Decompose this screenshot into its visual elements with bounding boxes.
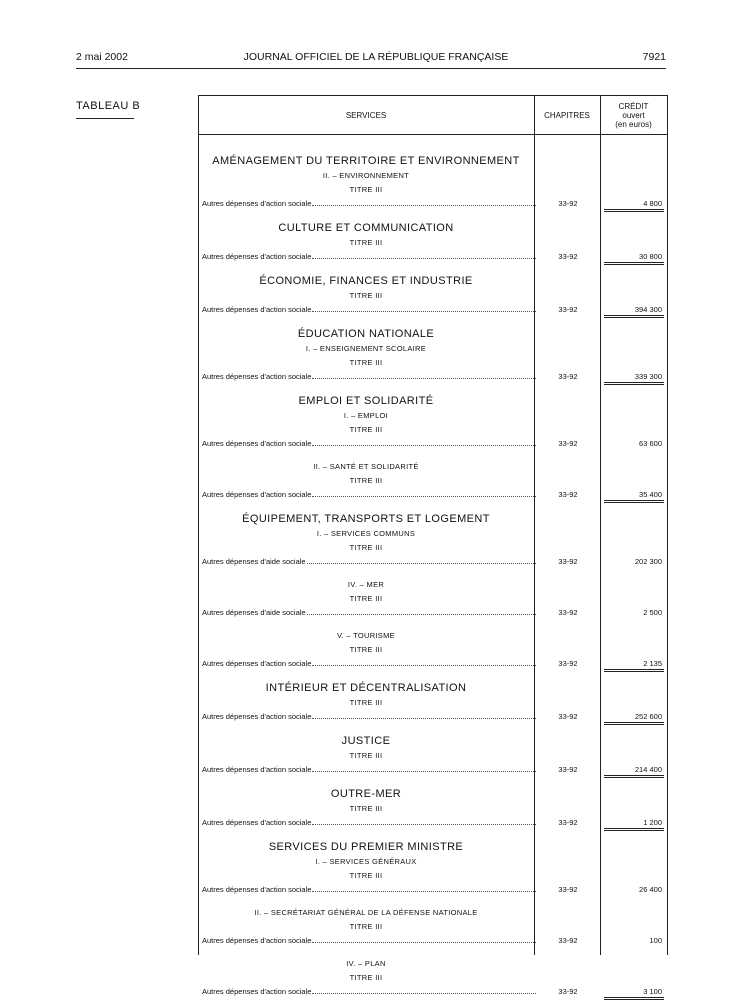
table-row (202, 818, 536, 827)
titre-label: TITRE III (349, 973, 383, 982)
section-subtitle: IV. – PLAN (346, 959, 386, 968)
section-title: ÉCONOMIE, FINANCES ET INDUSTRIE (259, 275, 473, 287)
row-amount: 26 400 (639, 885, 662, 894)
dot-leader (312, 941, 536, 943)
row-label: Autres dépenses d'aide sociale (202, 557, 306, 566)
table-header-rule (198, 134, 668, 135)
section-title: SERVICES DU PREMIER MINISTRE (268, 841, 464, 853)
row-label: Autres dépenses d'action sociale (202, 305, 312, 314)
table-row (202, 490, 536, 499)
total-rule (604, 669, 664, 670)
table-row (202, 439, 536, 448)
total-rule (604, 724, 664, 725)
dot-leader (312, 770, 536, 772)
total-rule (604, 830, 664, 831)
dot-leader (312, 377, 536, 379)
table-row (202, 987, 536, 996)
table-top-border (198, 95, 668, 96)
titre-label: TITRE III (349, 594, 383, 603)
row-chapitre: 33-92 (558, 987, 578, 996)
row-chapitre: 33-92 (558, 818, 578, 827)
header-journal-title: JOURNAL OFFICIEL DE LA RÉPUBLIQUE FRANÇAISE (243, 51, 509, 63)
total-rule (604, 262, 664, 263)
row-amount: 1 200 (643, 818, 662, 827)
header-date: 2 mai 2002 (76, 51, 128, 63)
total-rule (604, 382, 664, 383)
section-subtitle: II. – SANTÉ ET SOLIDARITÉ (313, 462, 419, 471)
section-title: ÉQUIPEMENT, TRANSPORTS ET LOGEMENT (242, 513, 490, 525)
row-amount: 2 135 (643, 659, 662, 668)
column-header-services: SERVICES (345, 111, 387, 120)
row-label: Autres dépenses d'aide sociale (202, 608, 306, 617)
total-rule (604, 775, 664, 776)
row-label: Autres dépenses d'action sociale (202, 936, 312, 945)
table-row (202, 765, 536, 774)
section-title: EMPLOI ET SOLIDARITÉ (298, 395, 434, 407)
row-amount: 35 400 (639, 490, 662, 499)
table-row (202, 936, 536, 945)
column-header-chapitres: CHAPITRES (544, 111, 590, 120)
dot-leader (312, 495, 536, 497)
table-row (202, 608, 536, 617)
dot-leader (307, 562, 536, 564)
row-amount: 2 500 (643, 608, 662, 617)
section-subtitle: I. – SERVICES COMMUNS (316, 529, 416, 538)
row-chapitre: 33-92 (558, 199, 578, 208)
dot-leader (312, 890, 536, 892)
column-header-credit (600, 102, 667, 130)
row-chapitre: 33-92 (558, 765, 578, 774)
titre-label: TITRE III (349, 751, 383, 760)
dot-leader (312, 717, 536, 719)
dot-leader (312, 310, 536, 312)
section-title: INTÉRIEUR ET DÉCENTRALISATION (265, 682, 467, 694)
total-rule (604, 209, 664, 210)
titre-label: TITRE III (349, 238, 383, 247)
titre-label: TITRE III (349, 185, 383, 194)
titre-label: TITRE III (349, 922, 383, 931)
dot-leader (312, 823, 536, 825)
section-title: ÉDUCATION NATIONALE (297, 328, 435, 340)
row-chapitre: 33-92 (558, 936, 578, 945)
total-rule (604, 315, 664, 316)
dot-leader (312, 664, 536, 666)
row-chapitre: 33-92 (558, 490, 578, 499)
total-rule (604, 502, 664, 503)
row-chapitre: 33-92 (558, 305, 578, 314)
row-chapitre: 33-92 (558, 439, 578, 448)
credit-table (198, 95, 668, 996)
titre-label: TITRE III (349, 698, 383, 707)
row-label: Autres dépenses d'action sociale (202, 987, 312, 996)
section-title: OUTRE-MER (330, 788, 402, 800)
titre-label: TITRE III (349, 476, 383, 485)
table-row (202, 659, 536, 668)
row-amount: 30 800 (639, 252, 662, 261)
row-amount: 63 600 (639, 439, 662, 448)
row-label: Autres dépenses d'action sociale (202, 659, 312, 668)
row-amount: 214 400 (634, 765, 662, 774)
row-label: Autres dépenses d'action sociale (202, 252, 312, 261)
section-subtitle: I. – ENSEIGNEMENT SCOLAIRE (305, 344, 427, 353)
row-amount: 202 300 (634, 557, 662, 566)
total-rule (604, 317, 664, 318)
row-chapitre: 33-92 (558, 252, 578, 261)
column-header-credit-line: (en euros) (615, 120, 652, 130)
total-rule (604, 671, 664, 672)
row-label: Autres dépenses d'action sociale (202, 199, 312, 208)
row-chapitre: 33-92 (558, 885, 578, 894)
total-rule (604, 384, 664, 385)
dot-leader (312, 444, 536, 446)
row-amount: 252 600 (634, 712, 662, 721)
column-header-credit-line: CRÉDIT (618, 102, 649, 111)
row-chapitre: 33-92 (558, 372, 578, 381)
table-row (202, 372, 536, 381)
row-amount: 339 300 (634, 372, 662, 381)
table-row (202, 199, 536, 208)
table-row (202, 712, 536, 721)
total-rule (604, 264, 664, 265)
titre-label: TITRE III (349, 871, 383, 880)
row-chapitre: 33-92 (558, 557, 578, 566)
row-label: Autres dépenses d'action sociale (202, 490, 312, 499)
dot-leader (312, 992, 536, 994)
section-title: AMÉNAGEMENT DU TERRITOIRE ET ENVIRONNEMENT (212, 155, 520, 167)
titre-label: TITRE III (349, 804, 383, 813)
section-subtitle: II. – ENVIRONNEMENT (322, 171, 410, 180)
row-label: Autres dépenses d'action sociale (202, 765, 312, 774)
row-amount: 3 100 (643, 987, 662, 996)
table-label-underline (76, 118, 134, 119)
row-chapitre: 33-92 (558, 608, 578, 617)
total-rule (604, 211, 664, 212)
section-title: JUSTICE (341, 735, 391, 747)
section-subtitle: I. – SERVICES GÉNÉRAUX (315, 857, 417, 866)
total-rule (604, 828, 664, 829)
row-label: Autres dépenses d'action sociale (202, 712, 312, 721)
header-rule (76, 68, 666, 69)
section-subtitle: II. – SECRÉTARIAT GÉNÉRAL DE LA DÉFENSE NATIONALE (254, 908, 478, 917)
section-subtitle: I. – EMPLOI (343, 411, 389, 420)
table-right-border (667, 95, 668, 955)
table-label: TABLEAU B (76, 100, 141, 112)
dot-leader (312, 257, 536, 259)
row-amount: 100 (649, 936, 662, 945)
row-label: Autres dépenses d'action sociale (202, 439, 312, 448)
header-page-number: 7921 (642, 51, 666, 63)
total-rule (604, 722, 664, 723)
table-row (202, 305, 536, 314)
row-chapitre: 33-92 (558, 659, 578, 668)
row-amount: 394 300 (634, 305, 662, 314)
titre-label: TITRE III (349, 543, 383, 552)
total-rule (604, 777, 664, 778)
column-header-credit-line: ouvert (622, 111, 645, 121)
total-rule (604, 500, 664, 501)
total-rule (604, 997, 664, 998)
titre-label: TITRE III (349, 645, 383, 654)
row-label: Autres dépenses d'action sociale (202, 818, 312, 827)
table-row (202, 252, 536, 261)
titre-label: TITRE III (349, 358, 383, 367)
row-label: Autres dépenses d'action sociale (202, 372, 312, 381)
table-row (202, 885, 536, 894)
titre-label: TITRE III (349, 291, 383, 300)
dot-leader (312, 204, 536, 206)
dot-leader (307, 613, 536, 615)
row-label: Autres dépenses d'action sociale (202, 885, 312, 894)
titre-label: TITRE III (349, 425, 383, 434)
section-title: CULTURE ET COMMUNICATION (278, 222, 454, 234)
section-subtitle: IV. – MER (347, 580, 385, 589)
row-amount: 4 800 (643, 199, 662, 208)
table-row (202, 557, 536, 566)
section-subtitle: V. – TOURISME (337, 631, 395, 640)
row-chapitre: 33-92 (558, 712, 578, 721)
table-column-divider (600, 95, 601, 955)
